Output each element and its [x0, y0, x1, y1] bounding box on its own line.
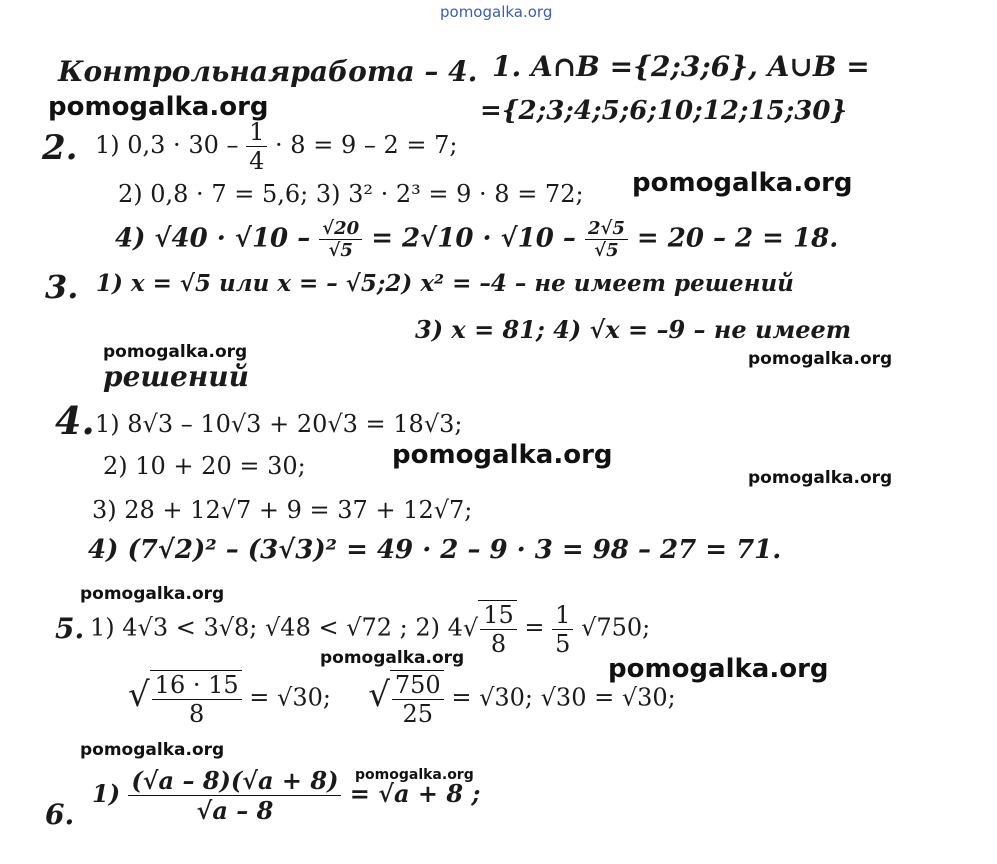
watermark: pomogalka.org [320, 648, 465, 668]
task-2-line-2: 2) 0,8 · 7 = 5,6; 3) 3² · 2³ = 9 · 8 = 72; [118, 180, 584, 208]
fraction [246, 118, 267, 175]
fraction [150, 670, 242, 728]
watermark: pomogalka.org [355, 767, 474, 783]
watermark-top: pomogalka.org [440, 3, 553, 21]
task-2-line-1 [95, 118, 457, 175]
fraction [390, 670, 444, 728]
fraction [478, 600, 517, 658]
numerator: (√a – 8)(√a + 8) [128, 766, 341, 796]
watermark: pomogalka.org [632, 168, 853, 198]
watermark: pomogalka.org [80, 740, 225, 760]
task-6-line-1-pre: 1) [92, 779, 121, 808]
watermark: pomogalka.org [103, 342, 248, 362]
task-5-line-1-pre: 1) 4√3 < 3√8; √48 < √72 ; 2) 4 [90, 613, 463, 642]
task-2-line-3 [115, 218, 838, 261]
task-2-line-3-pre: 4) √40 · √10 – [115, 223, 311, 254]
task-5-line-2 [128, 670, 676, 728]
numerator: √20 [319, 218, 362, 240]
root-sign [128, 675, 150, 715]
task-3-number: 3. [45, 268, 79, 306]
denominator: 5 [555, 629, 571, 658]
fraction [585, 218, 628, 261]
denominator: √5 [328, 240, 353, 261]
task-5-line-2-mid: = √30; [249, 683, 331, 712]
watermark: pomogalka.org [392, 440, 613, 470]
denominator: √5 [594, 240, 619, 261]
fraction [552, 601, 573, 658]
task-5-number: 5. [55, 612, 85, 645]
denominator: 4 [249, 147, 265, 175]
title-heading: Контрольнаяработа – 4. [58, 55, 478, 88]
task-6-line-1-post: = √a + 8 ; [349, 779, 481, 808]
task-4-line-2: 2) 10 + 20 = 30; [103, 452, 306, 480]
task-2-number: 2. [42, 128, 78, 168]
denominator: 8 [490, 630, 507, 658]
numerator: 750 [392, 671, 444, 700]
answer-1-line-2: ={2;3;4;5;6;10;12;15;30} [480, 96, 848, 126]
watermark: pomogalka.org [748, 468, 893, 488]
fraction [319, 218, 362, 261]
task-2-line-3-mid: = 2√10 · √10 – [371, 223, 576, 254]
answer-1-line-1: 1. A∩B ={2;3;6}, A∪B = [492, 50, 870, 83]
watermark: pomogalka.org [80, 584, 225, 604]
task-3-line-1: 1) x = √5 или x = – √5;2) x² = –4 – не имеет решений [96, 270, 794, 297]
task-6-line-1 [92, 766, 480, 825]
task-6-number: 6. [45, 798, 75, 831]
numerator: 1 [246, 118, 267, 147]
task-4-number: 4. [55, 398, 95, 443]
watermark: pomogalka.org [608, 654, 829, 684]
denominator: 8 [189, 700, 205, 728]
task-4-line-1: 1) 8√3 – 10√3 + 20√3 = 18√3; [95, 410, 463, 438]
task-3-line-2: 3) x = 81; 4) √x = –9 – не имеет [415, 315, 852, 344]
numerator: 2√5 [585, 218, 628, 240]
task-2-line-1-post: · 8 = 9 – 2 = 7; [275, 131, 458, 159]
task-4-line-3: 3) 28 + 12√7 + 9 = 37 + 12√7; [92, 496, 473, 524]
numerator: 16 · 15 [152, 671, 242, 700]
task-5-line-2-post: = √30; √30 = √30; [451, 683, 676, 712]
root-sign [463, 614, 478, 642]
task-5-line-1-mid: = [524, 613, 545, 642]
task-5-line-1-post: √750; [581, 613, 651, 642]
numerator: 1 [552, 601, 573, 630]
root-sign [368, 675, 390, 715]
fraction [128, 766, 341, 825]
task-3-line-3: решений [103, 360, 249, 393]
task-2-line-3-post: = 20 – 2 = 18. [636, 223, 839, 254]
denominator: √a – 8 [196, 796, 274, 825]
denominator: 25 [402, 700, 434, 728]
watermark: pomogalka.org [748, 349, 893, 369]
numerator: 15 [480, 601, 517, 630]
task-2-line-1-pre: 1) 0,3 · 30 – [95, 131, 239, 159]
task-4-line-4: 4) (7√2)² – (3√3)² = 49 · 2 – 9 · 3 = 98 – 27 = 71. [88, 535, 782, 565]
watermark: pomogalka.org [48, 92, 269, 122]
